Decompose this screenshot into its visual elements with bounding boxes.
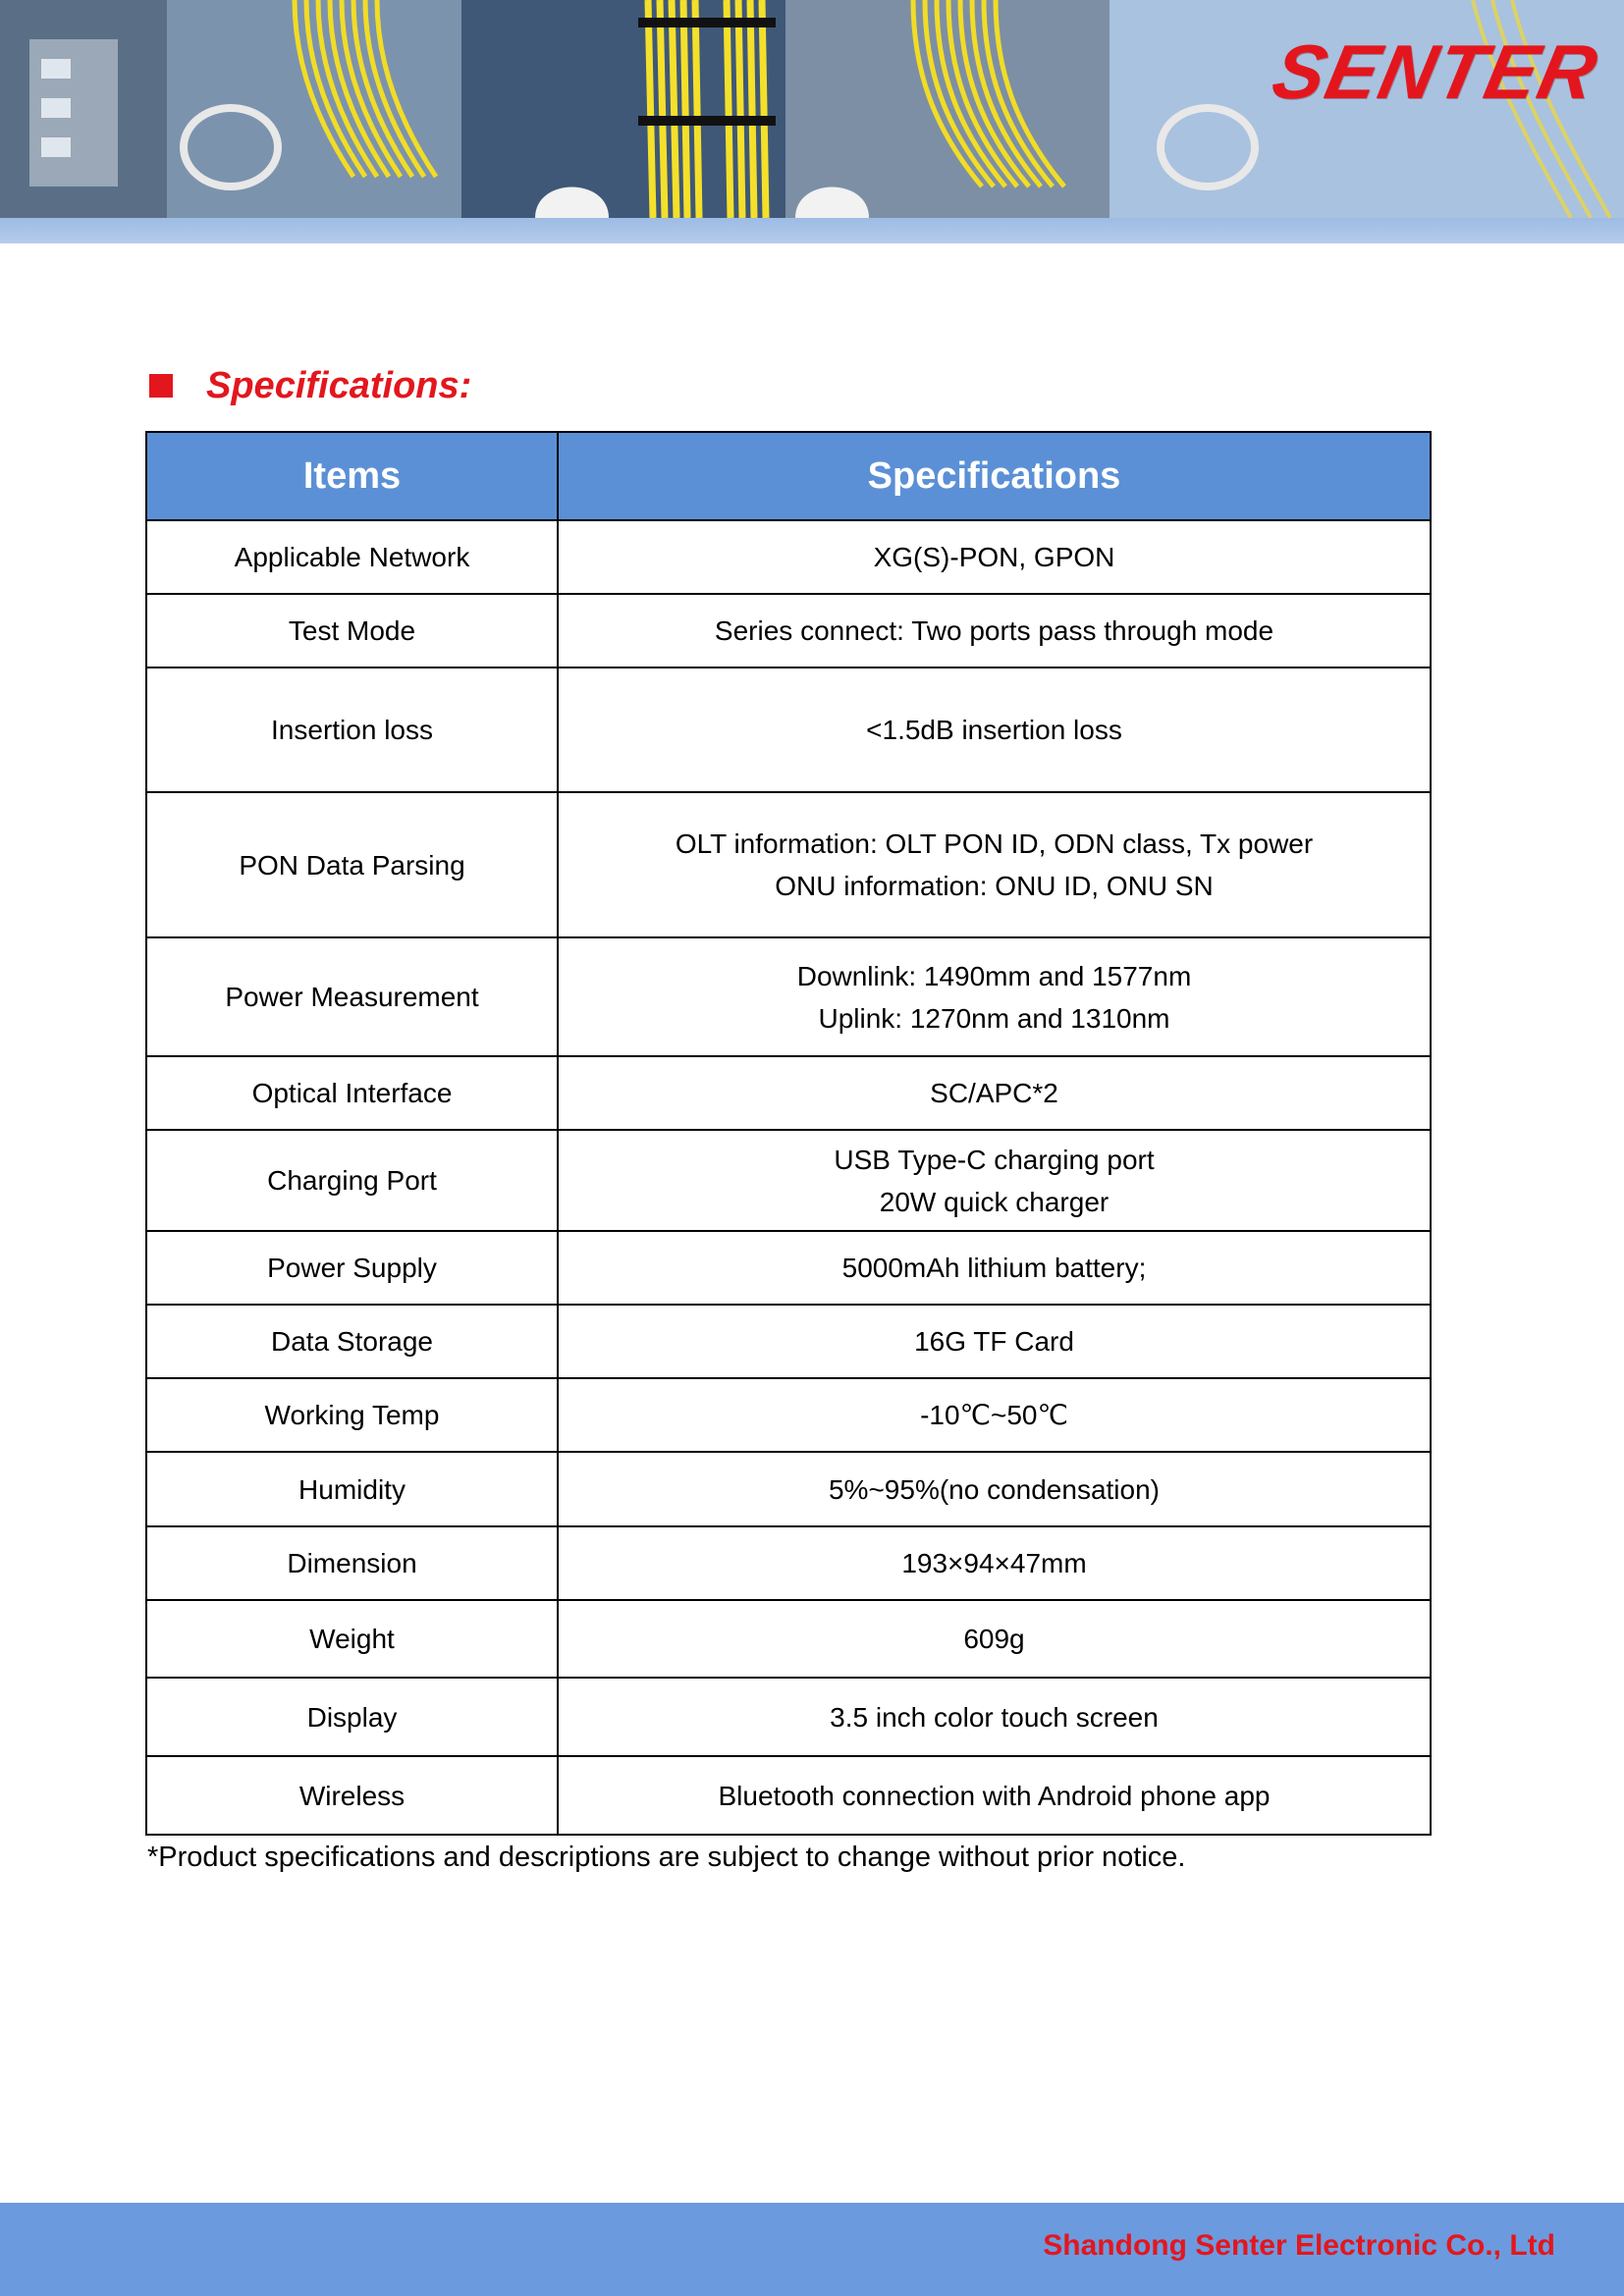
footnote: *Product specifications and descriptions are subject to change without prior notice. — [147, 1842, 1186, 1873]
spec-line: 609g — [963, 1624, 1025, 1654]
table-row — [146, 1600, 1431, 1678]
spec-cell — [558, 520, 1431, 594]
spec-cell — [558, 792, 1431, 937]
spec-cell — [558, 1231, 1431, 1305]
item-cell: Working Temp — [146, 1378, 558, 1452]
spec-table — [145, 431, 1432, 1836]
senter-logo: SENTER — [1265, 28, 1606, 115]
spec-cell — [558, 937, 1431, 1056]
spec-line: 16G TF Card — [914, 1326, 1074, 1357]
item-cell: Wireless — [146, 1756, 558, 1835]
spec-cell — [558, 667, 1431, 792]
spec-cell — [558, 1526, 1431, 1600]
spec-line: ONU information: ONU ID, ONU SN — [775, 871, 1214, 901]
header-banner — [0, 0, 1624, 243]
spec-cell — [558, 1452, 1431, 1526]
table-row — [146, 520, 1431, 594]
table-row — [146, 1678, 1431, 1756]
table-row — [146, 937, 1431, 1056]
item-cell: Applicable Network — [146, 520, 558, 594]
item-cell: Test Mode — [146, 594, 558, 667]
item-cell: PON Data Parsing — [146, 792, 558, 937]
spec-cell — [558, 1056, 1431, 1130]
spec-cell — [558, 1130, 1431, 1231]
spec-line: 20W quick charger — [879, 1186, 1110, 1217]
spec-line: <1.5dB insertion loss — [866, 715, 1122, 745]
square-bullet-icon — [149, 374, 173, 398]
table-row — [146, 1130, 1431, 1231]
table-row — [146, 667, 1431, 792]
spec-line: 193×94×47mm — [901, 1548, 1087, 1578]
item-cell: Optical Interface — [146, 1056, 558, 1130]
table-row — [146, 1756, 1431, 1835]
table-row — [146, 1305, 1431, 1378]
spec-cell — [558, 1756, 1431, 1835]
table-row — [146, 1526, 1431, 1600]
spec-line: XG(S)-PON, GPON — [873, 542, 1115, 572]
item-cell: Charging Port — [146, 1130, 558, 1231]
spec-cell — [558, 1378, 1431, 1452]
item-cell: Dimension — [146, 1526, 558, 1600]
spec-line: Bluetooth connection with Android phone app — [718, 1780, 1271, 1811]
table-header-row — [146, 432, 1431, 520]
table-row — [146, 792, 1431, 937]
spec-line: Uplink: 1270nm and 1310nm — [818, 1002, 1170, 1034]
spec-cell — [558, 1678, 1431, 1756]
item-cell: Data Storage — [146, 1305, 558, 1378]
spec-cell — [558, 1305, 1431, 1378]
footer-bar — [0, 2203, 1624, 2296]
spec-line: USB Type-C charging port — [834, 1144, 1155, 1175]
item-cell: Power Measurement — [146, 937, 558, 1056]
table-row — [146, 1231, 1431, 1305]
company-name: Shandong Senter Electronic Co., Ltd — [1043, 2229, 1555, 2262]
spec-line: -10℃~50℃ — [920, 1400, 1068, 1430]
item-cell: Insertion loss — [146, 667, 558, 792]
item-cell: Humidity — [146, 1452, 558, 1526]
spec-line: 5%~95%(no condensation) — [828, 1473, 1160, 1505]
spec-line: Series connect: Two ports pass through mode — [714, 615, 1274, 646]
table-row — [146, 1378, 1431, 1452]
table-row — [146, 1056, 1431, 1130]
spec-cell — [558, 1600, 1431, 1678]
item-cell: Display — [146, 1678, 558, 1756]
table-row — [146, 594, 1431, 667]
spec-line: SC/APC*2 — [930, 1078, 1058, 1108]
banner-strip — [0, 218, 1624, 243]
item-cell: Power Supply — [146, 1231, 558, 1305]
spec-line: Downlink: 1490mm and 1577nm — [796, 960, 1192, 991]
column-header-specifications: Specifications — [558, 432, 1431, 520]
spec-line: 3.5 inch color touch screen — [830, 1701, 1159, 1733]
specifications-heading — [149, 361, 471, 410]
table-row — [146, 1452, 1431, 1526]
spec-line: 5000mAh lithium battery; — [841, 1253, 1147, 1283]
item-cell: Weight — [146, 1600, 558, 1678]
spec-cell — [558, 594, 1431, 667]
section-title: Specifications: — [206, 364, 472, 406]
column-header-items: Items — [146, 432, 558, 520]
spec-line: OLT information: OLT PON ID, ODN class, Tx power — [675, 828, 1314, 859]
